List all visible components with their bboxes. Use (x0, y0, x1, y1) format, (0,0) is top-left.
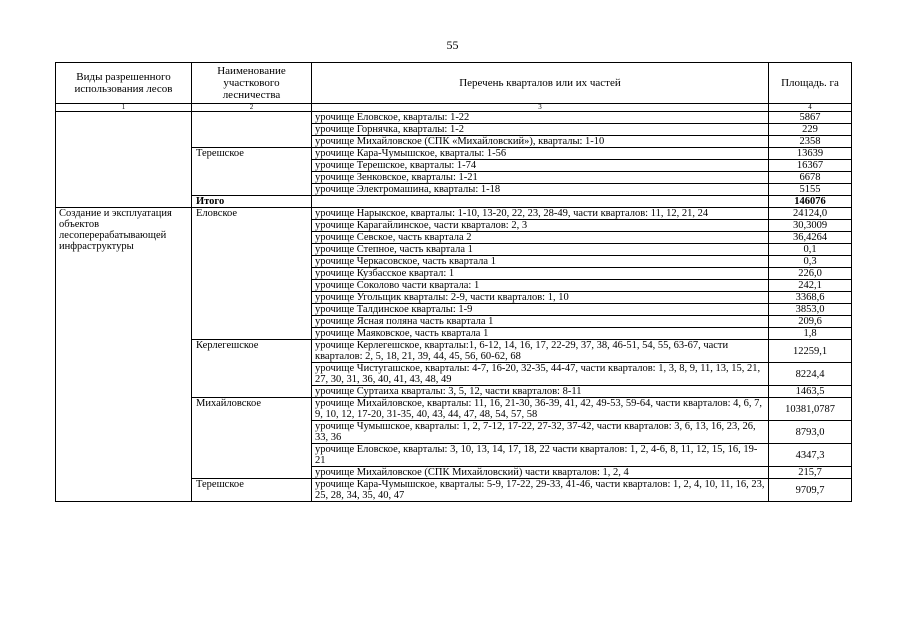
area-cell: 5155 (769, 184, 852, 196)
kvartaly-cell: урочище Талдинское кварталы: 1-9 (312, 304, 769, 316)
kvartaly-cell: урочище Кара-Чумышское, кварталы: 5-9, 17-22, 29-33, 41-46, части кварталов: 1, 2, 4, 10, 11, 16, 23, 25, 28, 34, 35, 40, 47 (312, 479, 769, 502)
kvartaly-cell: урочище Горнячка, кварталы: 1-2 (312, 124, 769, 136)
area-cell: 3368,6 (769, 292, 852, 304)
lesnichestvo-cell: Керлегешское (192, 340, 312, 398)
kvartaly-cell: урочище Электромашина, кварталы: 1-18 (312, 184, 769, 196)
area-cell: 8793,0 (769, 421, 852, 444)
column-number: 1 (56, 104, 192, 112)
kvartaly-cell: урочище Кузбасское квартал: 1 (312, 268, 769, 280)
kvartaly-cell: урочище Терешское, кварталы: 1-74 (312, 160, 769, 172)
area-cell: 209,6 (769, 316, 852, 328)
area-cell: 16367 (769, 160, 852, 172)
document-table (55, 62, 852, 502)
kvartaly-cell: урочище Кара-Чумышское, кварталы: 1-56 (312, 148, 769, 160)
area-cell: 30,3009 (769, 220, 852, 232)
page-number: 55 (446, 38, 459, 52)
area-cell: 229 (769, 124, 852, 136)
column-number-row (56, 104, 852, 112)
kvartaly-cell: урочище Чистугашское, кварталы: 4-7, 16-20, 32-35, 44-47, части кварталов: 1, 3, 8, 9, 11, 13, 15, 21, 27, 30, 31, 36, 40, 41, 43, 48, 49 (312, 363, 769, 386)
area-cell: 36,4264 (769, 232, 852, 244)
area-cell: 2358 (769, 136, 852, 148)
area-cell: 215,7 (769, 467, 852, 479)
kvartaly-cell: урочище Ясная поляна часть квартала 1 (312, 316, 769, 328)
table-header-row (56, 63, 852, 104)
total-area: 146076 (769, 196, 852, 208)
kvartaly-cell: урочище Еловское, кварталы: 3, 10, 13, 14, 17, 18, 22 части кварталов: 1, 2, 4-6, 8, 11, 12, 15, 16, 19-21 (312, 444, 769, 467)
column-header-lesnichestvo: Наименование участкового лесничества (192, 63, 312, 104)
use-cell (56, 112, 192, 208)
area-cell: 3853,0 (769, 304, 852, 316)
column-number: 3 (312, 104, 769, 112)
area-cell: 1,8 (769, 328, 852, 340)
use-cell: Создание и эксплуатация объектов лесоперерабатывающей инфраструктуры (56, 208, 192, 502)
area-cell: 12259,1 (769, 340, 852, 363)
area-cell: 9709,7 (769, 479, 852, 502)
area-cell: 0,1 (769, 244, 852, 256)
lesnichestvo-cell: Терешское (192, 479, 312, 502)
kvartaly-cell: урочище Степное, часть квартала 1 (312, 244, 769, 256)
area-cell: 8224,4 (769, 363, 852, 386)
kvartaly-cell: урочище Керлегешское, кварталы:1, 6-12, 14, 16, 17, 22-29, 37, 38, 46-51, 54, 55, 63-67, части кварталов: 2, 5, 18, 21, 39, 44, 45, 56, 60-62, 68 (312, 340, 769, 363)
kvartaly-cell: урочище Карагайлинское, части кварталов: 2, 3 (312, 220, 769, 232)
table-row (56, 112, 852, 124)
column-number: 4 (769, 104, 852, 112)
kvartaly-cell: урочище Михайловское (СПК Михайловский) части кварталов: 1, 2, 4 (312, 467, 769, 479)
kvartaly-cell: урочище Севское, часть квартала 2 (312, 232, 769, 244)
kvartaly-cell: урочище Нарыкское, кварталы: 1-10, 13-20, 22, 23, 28-49, части кварталов: 11, 12, 21, 24 (312, 208, 769, 220)
column-header-kvartaly: Перечень кварталов или их частей (312, 63, 769, 104)
column-header-use: Виды разрешенного использования лесов (56, 63, 192, 104)
area-cell: 13639 (769, 148, 852, 160)
area-cell: 6678 (769, 172, 852, 184)
area-cell: 1463,5 (769, 386, 852, 398)
lesnichestvo-cell (192, 112, 312, 148)
area-cell: 5867 (769, 112, 852, 124)
kvartaly-cell: урочище Михайловское, кварталы: 11, 16, 21-30, 36-39, 41, 42, 49-53, 59-64, части кварталов: 4, 6, 7, 9, 10, 12, 17-20, 31-35, 40, 43, 44, 47, 48, 54, 57, 58 (312, 398, 769, 421)
lesnichestvo-cell: Терешское (192, 148, 312, 196)
kvartaly-cell: урочище Угольщик кварталы: 2-9, части кварталов: 1, 10 (312, 292, 769, 304)
kvartaly-cell: урочище Черкасовское, часть квартала 1 (312, 256, 769, 268)
kvartaly-cell: урочище Зенковское, кварталы: 1-21 (312, 172, 769, 184)
kvartaly-cell: урочище Соколово части квартала: 1 (312, 280, 769, 292)
kvartaly-cell: урочище Чумышское, кварталы: 1, 2, 7-12, 17-22, 27-32, 37-42, части кварталов: 3, 6, 13, 16, 23, 26, 33, 36 (312, 421, 769, 444)
kvartaly-cell: урочище Еловское, кварталы: 1-22 (312, 112, 769, 124)
area-cell: 24124,0 (769, 208, 852, 220)
total-label: Итого (192, 196, 312, 208)
area-cell: 10381,0787 (769, 398, 852, 421)
area-cell: 242,1 (769, 280, 852, 292)
kvartaly-cell: урочище Суртаиха кварталы: 3, 5, 12, части кварталов: 8-11 (312, 386, 769, 398)
area-cell: 4347,3 (769, 444, 852, 467)
kvartaly-cell: урочище Михайловское (СПК «Михайловский»), кварталы: 1-10 (312, 136, 769, 148)
lesnichestvo-cell: Еловское (192, 208, 312, 340)
column-number: 2 (192, 104, 312, 112)
kvartaly-cell: урочище Маяковское, часть квартала 1 (312, 328, 769, 340)
table-row (56, 208, 852, 220)
kvartaly-cell (312, 196, 769, 208)
lesnichestvo-cell: Михайловское (192, 398, 312, 479)
column-header-area: Площадь. га (769, 63, 852, 104)
area-cell: 226,0 (769, 268, 852, 280)
area-cell: 0,3 (769, 256, 852, 268)
